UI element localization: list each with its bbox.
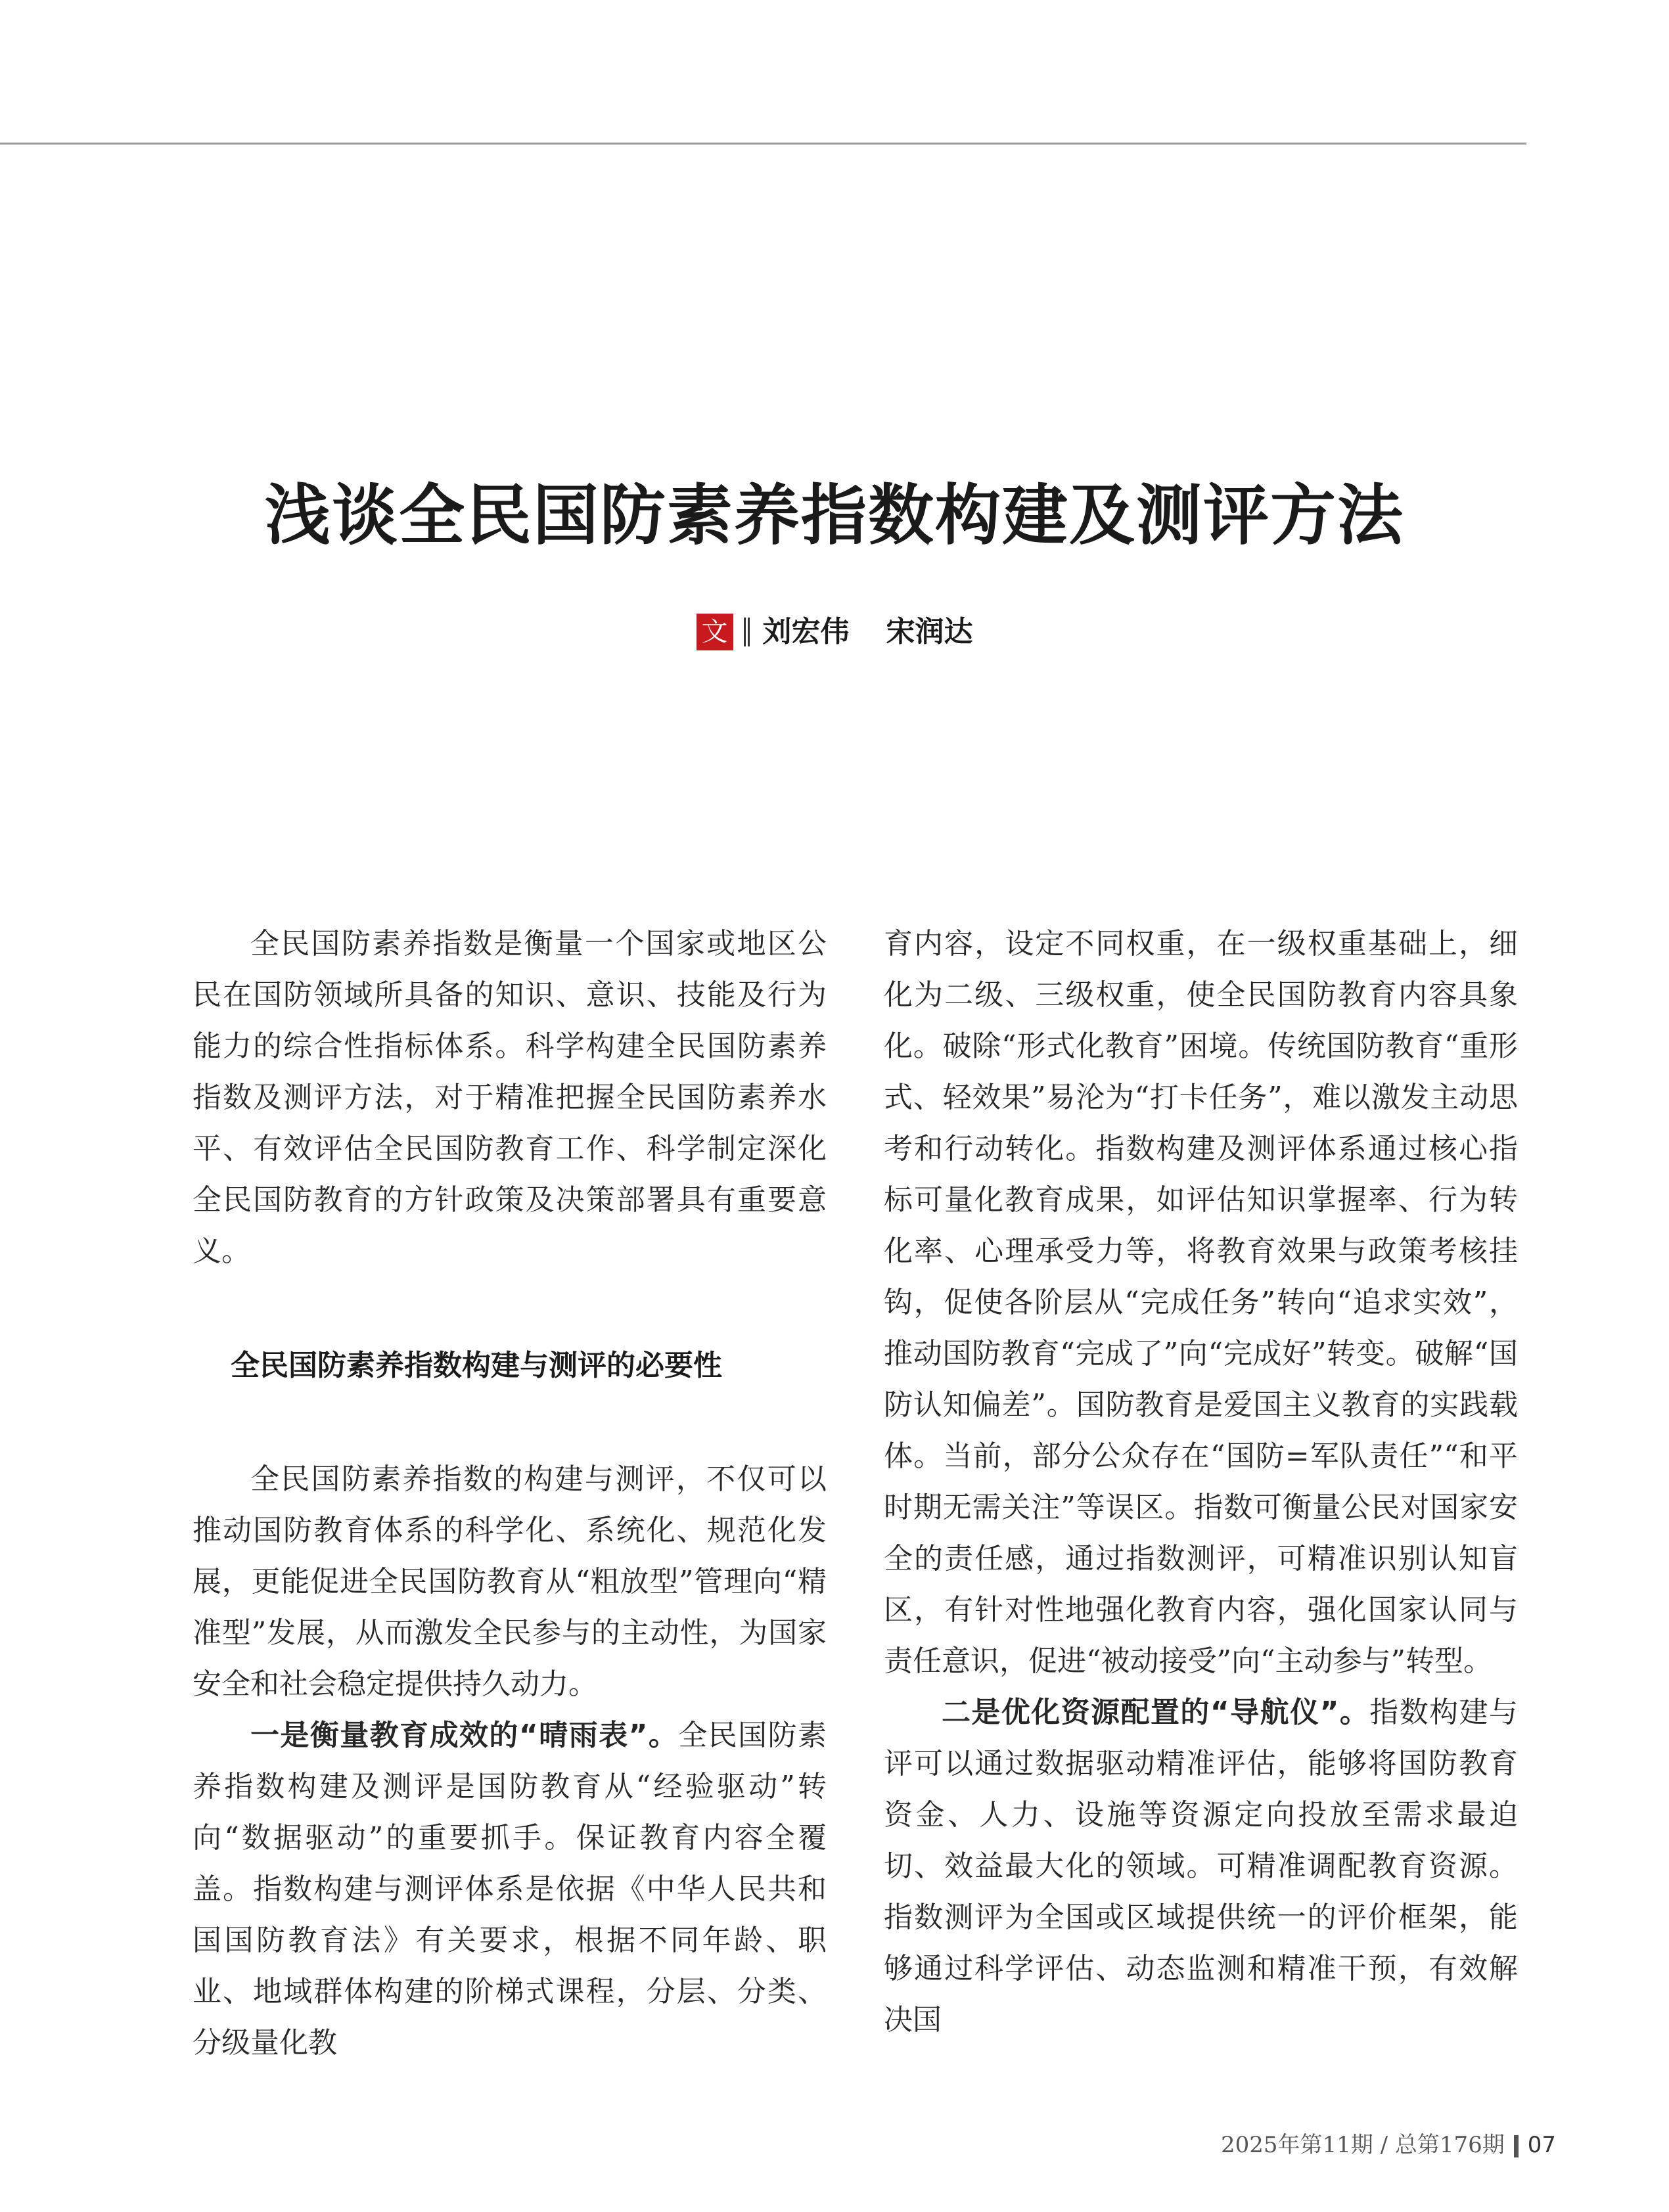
point-lead: 一是衡量教育成效的“晴雨表”。 <box>250 1719 679 1752</box>
body-paragraph <box>193 1710 827 2069</box>
issue-info: 2025年第11期 / 总第176期 <box>1220 2132 1505 2158</box>
author-name: 宋润达 <box>886 615 973 648</box>
body-paragraph <box>884 1687 1518 2046</box>
left-column <box>193 918 827 2069</box>
right-column <box>884 918 1518 2046</box>
author-name: 刘宏伟 <box>762 615 850 648</box>
body-paragraph: 全民国防素养指数的构建与测评，不仅可以推动国防教育体系的科学化、系统化、规范化发展，更能促进全民国防教育从“粗放型”管理向“精准型”发展，从而激发全民参与的主动性，为国家安全和社会稳定提供持久动力。 <box>193 1462 827 1701</box>
point-lead: 二是优化资源配置的“导航仪”。 <box>942 1696 1370 1729</box>
point-text: 全民国防素养指数构建及测评是国防教育从“经验驱动”转向“数据驱动”的重要抓手。保证教育内容全覆盖。指数构建与测评体系是依据《中华人民共和国国防教育法》有关要求，根据不同年龄、职业、地域群体构建的阶梯式课程，分层、分类、分级量化教 <box>193 1719 827 2060</box>
article-title: 浅谈全民国防素养指数构建及测评方法 <box>265 477 1404 554</box>
point-text: 指数构建与评可以通过数据驱动精准评估，能够将国防教育资金、人力、设施等资源定向投放至需求最迫切、效益最大化的领域。可精准调配教育资源。指数测评为全国或区域提供统一的评价框架，能够通过科学评估、动态监测和精准干预，有效解决国 <box>884 1696 1518 2037</box>
byline <box>0 611 1669 652</box>
body-paragraph: 育内容，设定不同权重，在一级权重基础上，细化为二级、三级权重，使全民国防教育内容具象化。破除“形式化教育”困境。传统国防教育“重形式、轻效果”易沦为“打卡任务”，难以激发主动思考和行动转化。指数构建及测评体系通过核心指标可量化教育成果，如评估知识掌握率、行为转化率、心理承受力等，将教育效果与政策考核挂钩，促使各阶层从“完成任务”转向“追求实效”，推动国防教育“完成了”向“完成好”转变。破解“国防认知偏差”。国防教育是爱国主义教育的实践载体。当前，部分公众存在“国防=军队责任”“和平时期无需关注”等误区。指数可衡量公民对国家安全的责任感，通过指数测评，可精准识别认知盲区，有针对性地强化教育内容，强化国家认同与责任意识，促进“被动接受”向“主动参与”转型。 <box>884 927 1518 1678</box>
intro-paragraph: 全民国防素养指数是衡量一个国家或地区公民在国防领域所具备的知识、意识、技能及行为能力的综合性指标体系。科学构建全民国防素养指数及测评方法，对于精准把握全民国防素养水平、有效评估全民国防教育工作、科学制定深化全民国防教育的方针政策及决策部署具有重要意义。 <box>193 927 827 1268</box>
byline-label-badge: 文 <box>697 614 733 650</box>
byline-separator <box>744 618 750 646</box>
page-footer <box>1221 2129 1556 2161</box>
header-rule <box>0 143 1526 145</box>
page-number: 07 <box>1527 2132 1556 2158</box>
footer-divider <box>1514 2135 1519 2157</box>
section-heading: 全民国防素养指数构建与测评的必要性 <box>231 1349 722 1382</box>
